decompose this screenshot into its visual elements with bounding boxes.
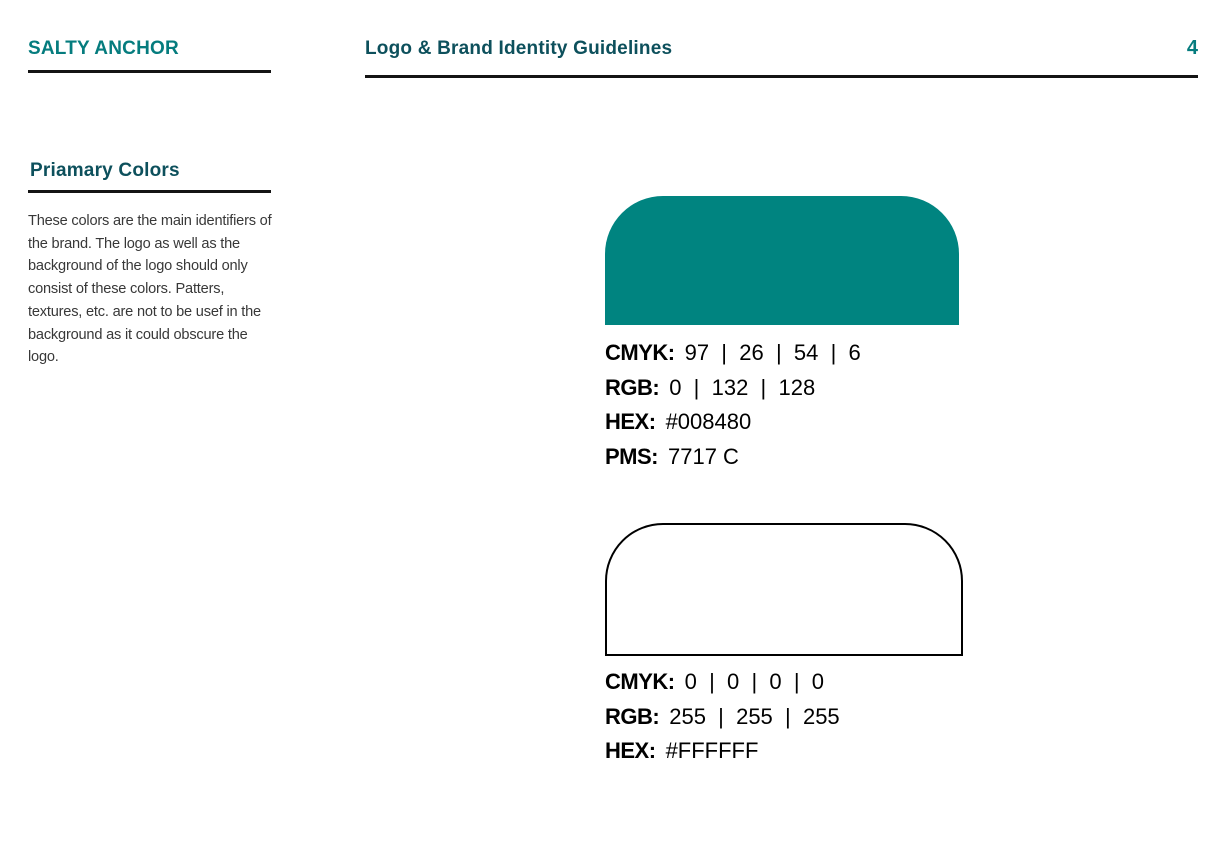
title-underline-rule [365,75,1198,78]
spec-value-cmyk: 97 | 26 | 54 | 6 [684,340,861,366]
spec-value-rgb: 0 | 132 | 128 [669,374,816,400]
spec-label-hex: HEX: [605,409,656,435]
section-heading-underline-rule [28,190,271,193]
spec-row-pms [605,440,861,475]
spec-row-rgb [605,371,861,406]
document-title: Logo & Brand Identity Guidelines [365,38,673,59]
spec-label-pms: PMS: [605,444,658,470]
spec-value-pms: 7717 C [668,444,739,470]
spec-value-cmyk: 0 | 0 | 0 | 0 [684,669,825,695]
spec-value-hex: #FFFFFF [665,738,759,764]
section-body-text: These colors are the main identifiers of the brand. The logo as well as the background of the logo should only consist of these colors. Patters, textures, etc. are not to be usef in the background as it could obscure the logo. [28,213,272,366]
spec-row-rgb [605,700,840,735]
spec-label-cmyk: CMYK: [605,340,675,366]
page-number: 4 [1186,37,1198,59]
brand-name: SALTY ANCHOR [28,38,179,59]
color-swatch-teal [605,196,959,325]
spec-value-rgb: 255 | 255 | 255 [669,703,840,729]
spec-label-hex: HEX: [605,738,656,764]
spec-label-rgb: RGB: [605,374,660,400]
section-heading-primary-colors: Priamary Colors [30,160,180,181]
spec-value-hex: #008480 [665,409,752,435]
spec-label-cmyk: CMYK: [605,669,675,695]
teal-color-specs [605,336,861,474]
white-color-specs [605,665,840,769]
spec-row-cmyk [605,336,861,371]
spec-row-hex [605,405,861,440]
spec-row-cmyk [605,665,840,700]
brand-underline-rule [28,70,271,73]
spec-label-rgb: RGB: [605,703,660,729]
color-swatch-white [605,523,963,656]
spec-row-hex [605,734,840,769]
